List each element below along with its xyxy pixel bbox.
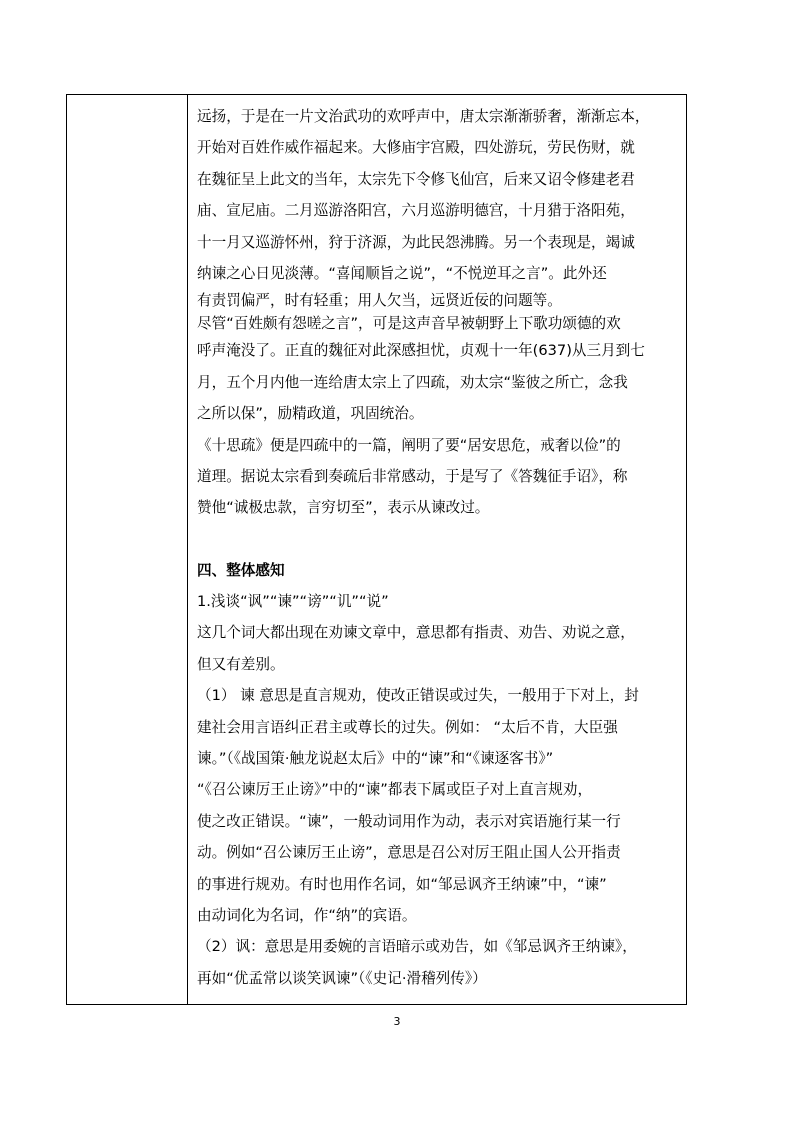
text-line: 月，五个月内他一连给唐太宗上了四疏，劝太宗“鉴彼之所亡，念我 [197,373,628,391]
background-paragraph [197,101,685,312]
text-line: 由动词化为名词，作“纳”的宾语。 [197,906,417,924]
text-line: 十一月又巡游怀州，狩于济源，为此民怨沸腾。另一个表现是，竭诚 [197,233,635,251]
paragraph-2 [197,312,685,429]
text-line: （2）讽：意思是用委婉的言语暗示或劝告，如《邹忌讽齐王纳谏》， [197,938,637,956]
text-line: 呼声淹没了。正直的魏征对此深感担忧，贞观十一年(637)从三月到七 [197,342,645,360]
text-line: 这几个词大都出现在劝谏文章中，意思都有指责、劝告、劝说之意， [197,624,635,642]
text-line: 再如“优孟常以谈笑讽谏”（《史记·滑稽列传》） [197,969,487,987]
text-line: 建社会用言语纠正君主或尊长的过失。例如： “太后不肯，大臣强 [197,718,618,736]
content-cell [197,101,685,994]
text-line: 但又有差别。 [197,655,285,673]
column-divider [187,95,188,1004]
text-line: 使之改正错误。“谏”，一般动词用作为动，表示对宾语施行某一行 [197,812,621,830]
item-2-paragraph [197,931,685,994]
text-line: 远扬，于是在一片文治武功的欢呼声中，唐太宗渐渐骄奢，渐渐忘本， [197,108,650,125]
text-line: 纳谏之心日见淡薄。“喜闻顺旨之说”，“不悦逆耳之言”。此外还 [197,264,607,282]
text-line: 在魏征呈上此文的当年，太宗先下令修飞仙宫，后来又诏令修建老君 [197,170,635,188]
text-line: 道理。据说太宗看到奏疏后非常感动，于是写了《答魏征手诏》，称 [197,467,628,485]
text-line: 尽管“百姓颇有怨嗟之言”，可是这声音早被朝野上下歌功颂德的欢 [197,315,621,333]
text-line: 《十思疏》便是四疏中的一篇，阐明了要“居安思危，戒奢以俭”的 [197,436,621,454]
text-line: 开始对百姓作威作福起来。大修庙宇宫殿，四处游玩，劳民伤财，就 [197,139,635,157]
text-line: 谏。”（《战国策·触龙说赵太后》中的“谏”和“《谏逐客书》” [197,750,554,768]
text-line: 的事进行规劝。有时也用作名词，如“邹忌讽齐王纳谏”中，“谏” [197,875,607,893]
item-1-paragraph [197,680,685,931]
text-line: 动。例如“召公谏厉王止谤”，意思是召公对厉王阻止国人公开指责 [197,844,621,862]
text-line: “《召公谏厉王止谤》”中的“谏”都表下属或臣子对上直言规劝， [197,781,593,799]
intro-paragraph [197,617,685,680]
content-table [66,94,687,1005]
page-number: 3 [393,1015,401,1028]
text-line: 赞他“诚极忠款，言穷切至”，表示从谏改过。 [197,499,490,517]
paragraph-3 [197,430,685,524]
subheading: 1.浅谈“讽”“谏”“谤”“讥”“说” [197,593,389,611]
section-heading: 四、整体感知 [197,561,285,579]
text-line: 有责罚偏严，时有轻重；用人欠当，远贤近佞的问题等。 [197,292,562,310]
text-line: 庙、宣尼庙。二月巡游洛阳宫，六月巡游明德宫，十月猎于洛阳苑， [197,202,635,220]
text-line: （1） 谏 意思是直言规劝，使改正错误或过失，一般用于下对上，封 [197,687,639,705]
blank-line [197,524,685,555]
text-line: 之所以保”，励精政道，巩固统治。 [197,405,424,423]
